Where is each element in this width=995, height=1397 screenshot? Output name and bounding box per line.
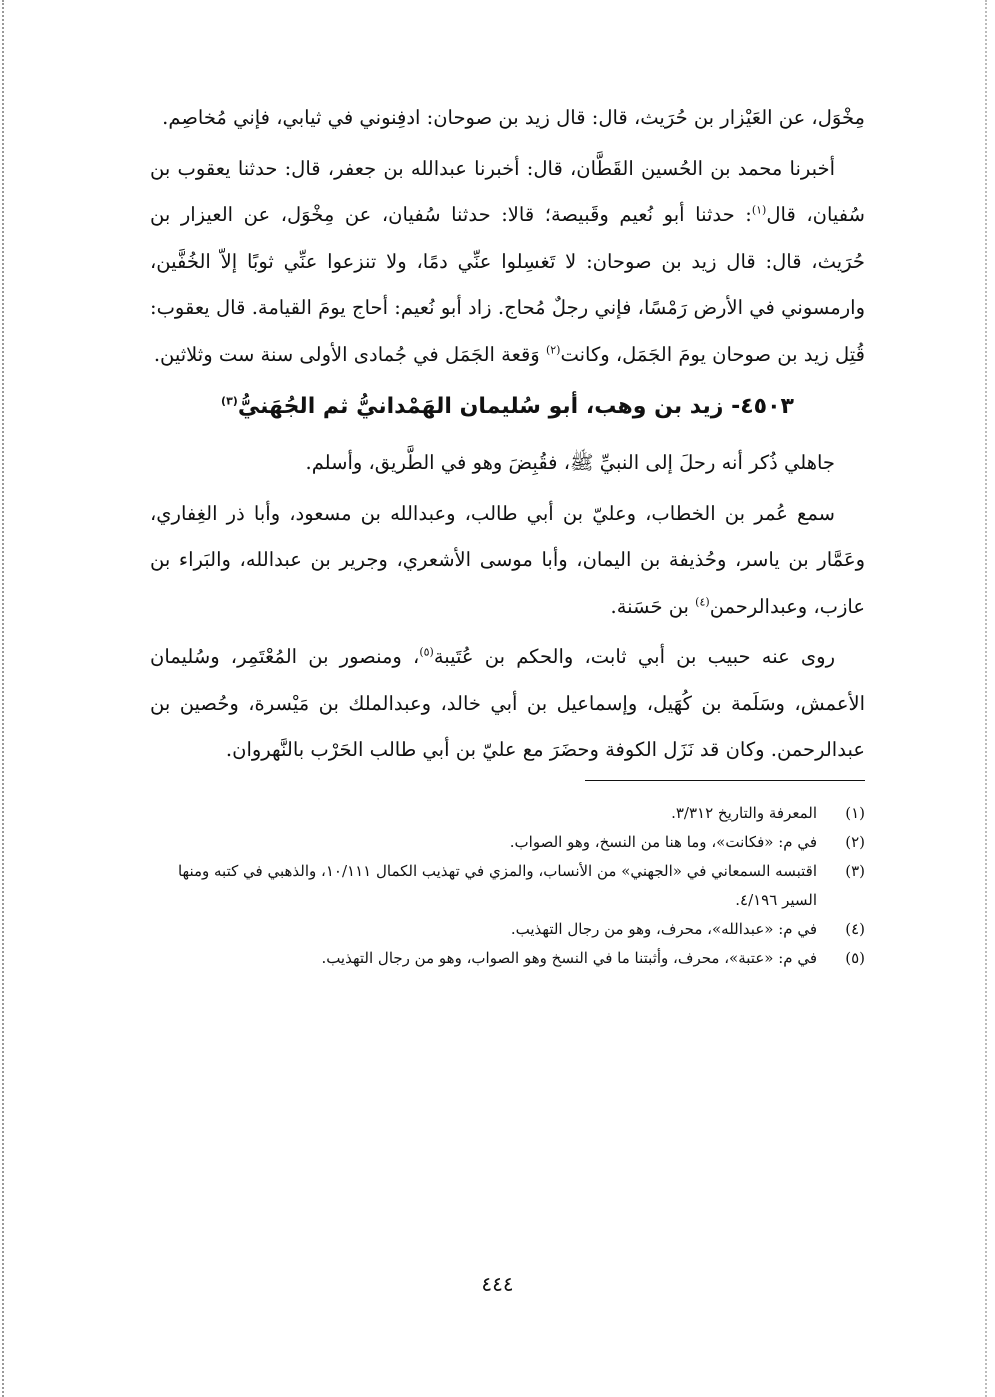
paragraph-3: جاهلي ذُكر أنه رحلَ إلى النبيِّ ﷺ، فقُبِضَ وهو في الطَّريق، وأسلم. bbox=[305, 451, 835, 474]
footnote-1: (١) المعرفة والتاريخ ٣/٣١٢. bbox=[671, 803, 865, 822]
footnote-ref-5: (٥) bbox=[419, 645, 434, 659]
footnote-2: (٢) في م: «فكانت»، وما هنا من النسخ، وهو الصواب. bbox=[509, 832, 865, 851]
footnote-ref-4: (٤) bbox=[695, 595, 710, 608]
footnote-4: (٤) في م: «عبدالله»، محرف، وهو من رجال التهذيب. bbox=[510, 919, 865, 938]
paragraph-5: روى عنه حبيب بن أبي ثابت، والحكم بن عُتَيبة$^{(٥)}$، ومنصور بن المُعْتَمِر، وسُليمان الأعمش، وسَلَمة بن كُهَيل، وإسماعيل بن أبي خالد، وعبدالملك بن مَيْسرة، وحُصين بن عبدالرحمن. وكان قد نَزَل الكوفة وحضَرَ مع عليّ بن أبي طالب الحَرْب بالنَّهروان. bbox=[150, 645, 865, 761]
scan-edge-left bbox=[2, 0, 6, 1397]
paragraph-1: مِخْوَل، عن العَيْزار بن حُرَيث، قال: قال زيد بن صوحان: ادفِنوني في ثيابي، فإني مُخاصِم. bbox=[162, 106, 865, 129]
footnote-ref-2: (٢) bbox=[545, 343, 561, 356]
paragraph-4: سمع عُمر بن الخطاب، وعليّ بن أبي طالب، وعبدالله بن مسعود، وأبا ذر الغِفاري، وعَمَّار بن ياسر، وحُذيفة بن اليمان، وأبا موسى الأشعري، وجرير بن عبدالله، والبَراء بن عازب، وعبدالرحمن$^{(٤)}$ بن حَسَنة. bbox=[150, 501, 865, 618]
scan-edge-right bbox=[985, 0, 989, 1397]
paragraph-2: أخبرنا محمد بن الحُسين القَطَّان، قال: أخبرنا عبدالله بن جعفر، قال: حدثنا يعقوب بن سُفيان، قال$^{(١)}$: حدثنا أبو نُعيم وقَبيصة؛ قالا: حدثنا سُفيان، عن مِخْوَل، عن العيزار بن حُرَيث، قال: قال زيد بن صوحان: لا تَغسِلوا عنِّي دمًا، ولا تنزعوا عنِّي ثوبًا إلاّ الخُفَّين، وارمسوني في الأرض رَمْسًا، فإني رجلٌ مُحاج. زاد أبو نُعيم: أحاج يومَ القيامة. قال يعقوب: قُتِل زيد بن صوحان يومَ الجَمَل، وكانت$^{(٢)}$ وَقعة الجَمَل في جُمادى الأولى سنة ست وثلاثين. bbox=[150, 156, 865, 366]
footnote-ref-1: (١) bbox=[751, 203, 767, 217]
page-number: ٤٤٤ bbox=[481, 1272, 514, 1296]
entry-heading: ٤٥٠٣- زيد بن وهب، أبو سُليمان الهَمْدانيُّ ثم الجُهَنيُّ$^{(٣)}$ bbox=[221, 394, 794, 419]
page-content bbox=[150, 95, 865, 973]
footnote-3: (٣) اقتبسه السمعاني في «الجهني» من الأنساب، والمزي في تهذيب الكمال ١٠/١١١، والذهبي في كتبه ومنها السير ٤/١٩٦. bbox=[177, 861, 865, 909]
footnote-ref-3: (٣) bbox=[221, 394, 238, 408]
footnote-5: (٥) في م: «عتبة»، محرف، وأثبتنا ما في النسخ وهو الصواب، وهو من رجال التهذيب. bbox=[321, 948, 865, 967]
footnote-separator bbox=[585, 780, 865, 781]
footnotes bbox=[150, 799, 865, 973]
